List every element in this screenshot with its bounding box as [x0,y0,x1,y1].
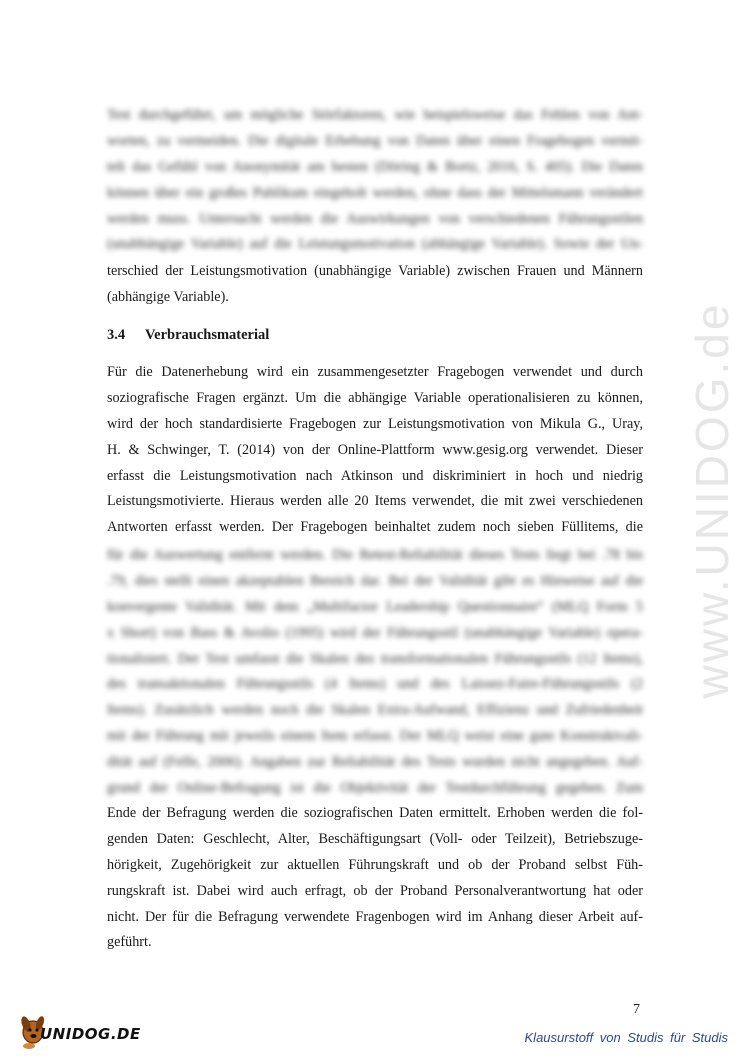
blurred-paragraph-top [107,103,643,258]
text-line: hörigkeit, Zugehörigkeit zur aktuellen Führungskraft und ob der Proband selbst Füh- [107,856,643,873]
paragraph-mid [107,360,643,541]
text-line: grund der Online-Befragung ist die Objektivität der Testdurchführung gegeben. Zum [107,780,643,797]
text-line: können über ein großes Publikum eingeholt werden, ohne dass der Mittelsmann verändert [107,184,643,201]
paragraph-bottom [107,801,643,956]
text-line: worten, zu vermeiden. Die digitale Erhebung von Daten über einen Fragebogen vermit- [107,132,643,149]
text-line: genden Daten: Geschlecht, Alter, Beschäftigungsart (Voll- oder Teilzeit), Betriebszuge- [107,830,643,847]
logo-text: UNIDOG.DE [40,1025,141,1043]
section-heading [107,327,269,344]
section-title: Verbrauchsmaterial [145,327,270,343]
watermark: www.UNIDOG.de [686,301,738,699]
text-line: soziografische Fragen ergänzt. Um die abhängige Variable operationalisieren zu können, [107,389,643,406]
text-line: tionalisiert. Der Test umfasst die Skalen des transformationalen Führungsstils (12 Items), [107,650,643,667]
text-line: terschied der Leistungsmotivation (unabhängige Variable) zwischen Frauen und Männern [107,263,643,279]
paragraph-top [107,259,643,311]
text-line: Ende der Befragung werden die soziografischen Daten ermittelt. Erhoben werden die fol- [107,805,643,821]
text-line: Leistungsmotivierte. Hieraus werden alle 20 Items verwendet, die mit zwei verschiedenen [107,493,643,510]
text-line: erfasst die Leistungsmotivation nach Atkinson und diskriminiert in hoch und niedrig [107,467,643,484]
text-line: für die Auswertung entfernt werden. Die Retest-Reliabilität dieses Tests liegt bei .78 bis [107,547,643,563]
text-line: Antworten erfasst werden. Der Fragebogen beinhaltet zudem noch sieben Füllitems, die [107,519,643,536]
blurred-paragraph-mid [107,543,643,802]
text-line: geführt. [107,934,152,951]
page-number: 7 [633,1002,640,1017]
text-line: x Short) von Bass & Avolio (1995) wird der Führungsstil (unabhängige Variable) opera- [107,624,643,641]
text-line: Test durchgeführt, um mögliche Störfaktoren, wie beispielsweise das Fehlen von Ant- [107,107,643,123]
section-number: 3.4 [107,327,126,343]
text-line: dität auf (Felfe, 2006). Angaben zur Reliabilität des Tests wurden nicht angegeben. Auf- [107,754,643,771]
text-line: werden muss. Untersucht werden die Auswirkungen von verschiedenen Führungsstilen [107,210,643,227]
text-line: mit der Führung mit jeweils einem Item erfasst. Der MLQ weist eine gute Konstruktvali- [107,728,643,745]
text-line: (abhängige Variable). [107,288,229,305]
text-line: .79, dies stellt einen akzeptablen Bereich dar. Bei der Validität gibt es Hinweise auf die [107,572,643,589]
text-line: des transaktionalen Führungsstils (4 Items) und des Laissez-Faire-Führungsstils (2 [107,676,643,693]
text-line: H. & Schwinger, T. (2014) von der Online-Plattform www.gesig.org verwendet. Dieser [107,441,643,458]
text-line: wird der hoch standardisierte Fragebogen zur Leistungsmotivation von Mikula G., Uray, [107,415,643,432]
text-line: (unabhängige Variable) auf die Leistungsmotivation (abhängige Variable). Sowie der Un- [107,236,643,253]
text-line: nicht. Der für die Befragung verwendete Fragenbogen wird im Anhang dieser Arbeit auf- [107,908,643,925]
text-line: Items). Zusätzlich werden noch die Skalen Extra-Aufwand, Effizienz und Zufriedenheit [107,702,643,719]
text-line: konvergente Validität. Mit dem „Multifactor Leadership Questionnaire“ (MLQ Form 5 [107,598,643,615]
footer-tagline: Klausurstoff von Studis für Studis [524,1030,728,1045]
text-line: telt das Gefühl von Anonymität am besten (Döring & Bortz, 2016, S. 405). Die Daten [107,158,643,175]
text-line: Für die Datenerhebung wird ein zusammengesetzter Fragebogen verwendet und durch [107,364,643,380]
text-line: rungskraft ist. Dabei wird auch erfragt, ob der Proband Personalverantwortung hat oder [107,882,643,899]
